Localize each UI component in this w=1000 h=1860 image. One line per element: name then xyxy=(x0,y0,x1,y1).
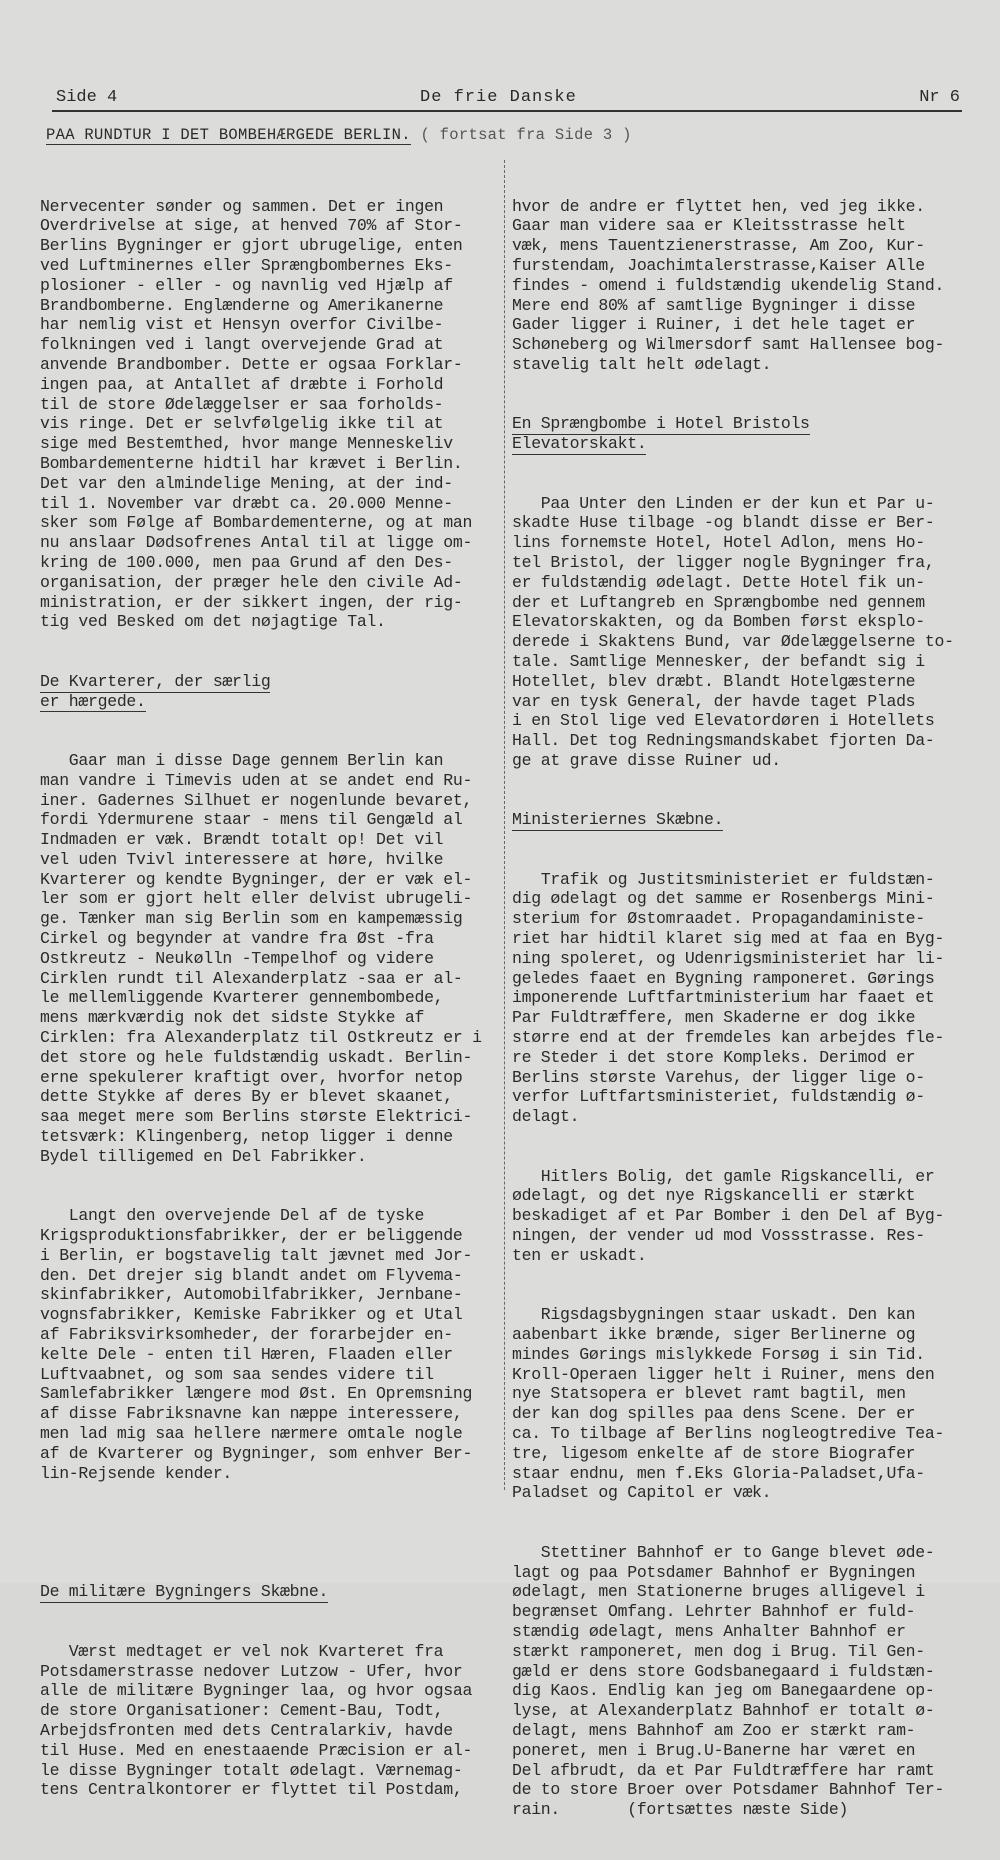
text-line: de to store Broer over Potsdamer Bahnhof Ter- xyxy=(512,1780,945,1800)
text-line: alle de militære Bygninger laa, og hvor ogsaa xyxy=(40,1681,473,1701)
issue-number: Nr 6 xyxy=(919,88,960,107)
text-line: delagt. xyxy=(512,1107,580,1127)
text-line: verfor Luftfartsministeriet, fuldstændig ø- xyxy=(512,1087,925,1107)
text-line: kelte Dele - enten til Hæren, Flaaden eller xyxy=(40,1344,453,1364)
text-line: Indmaden er væk. Brændt totalt op! Det vil xyxy=(40,830,444,850)
text-line: Luftvaabnet, og som saa sendes videre til xyxy=(40,1364,434,1384)
text-line: lagt og paa Potsdamer Bahnhof er Bygningen xyxy=(512,1562,916,1582)
text-line: plosioner - eller - og navnlig ved Hjælp af xyxy=(40,275,453,295)
page-number: Side 4 xyxy=(56,88,118,107)
subheading xyxy=(512,810,982,830)
subheading xyxy=(40,672,502,712)
text-line: sige med Bestemthed, hvor mange Menneskeliv xyxy=(40,434,453,454)
text-line: Værst medtaget er vel nok Kvarteret fra xyxy=(40,1641,444,1661)
article-headline: PAA RUNDTUR I DET BOMBEHÆRGEDE BERLIN. xyxy=(46,126,411,144)
text-line: begrænset Omfang. Lehrter Bahnhof er fuld- xyxy=(512,1602,916,1622)
text-line: poneret, men i Brug.U-Banerne har været en xyxy=(512,1740,916,1760)
right-column xyxy=(512,157,982,1860)
text-line: Cirkel og begynder at vandre fra Øst -fra xyxy=(40,929,434,949)
text-line: Det var den almindelige Mening, at der ind- xyxy=(40,473,453,493)
subheading-line: De Kvarterer, der særlig xyxy=(40,671,271,691)
text-line: Paladset og Capitol er væk. xyxy=(512,1483,772,1503)
paragraph xyxy=(512,1305,982,1503)
text-line: riet har hidtil klaret sig med at faa en Byg- xyxy=(512,929,945,949)
text-line: Gader ligger i Ruiner, i det hele taget er xyxy=(512,315,916,335)
subheading-line: De militære Bygningers Skæbne. xyxy=(40,1582,329,1602)
text-line: Rigsdagsbygningen staar uskadt. Den kan xyxy=(512,1305,916,1325)
text-line: skadte Huse tilbage -og blandt disse er Ber- xyxy=(512,513,935,533)
text-line: skinfabrikker, Automobilfabrikker, Jernbane- xyxy=(40,1285,463,1305)
text-line: Kroll-Operaen ligger helt i Ruiner, mens den xyxy=(512,1364,935,1384)
text-line: le mellemliggende Kvarterer gennembombede, xyxy=(40,988,444,1008)
paragraph xyxy=(512,197,982,375)
text-line: Brandbomberne. Englænderne og Amerikanerne xyxy=(40,295,444,315)
subheading xyxy=(512,414,982,454)
text-line: dig Kaos. Endlig kan jeg om Banegaardene op- xyxy=(512,1681,935,1701)
text-line: de store Organisationer: Cement-Bau, Todt, xyxy=(40,1701,444,1721)
text-line: Trafik og Justitsministeriet er fuldstæn- xyxy=(512,869,935,889)
text-line: lyse, at Alexanderplatz Bahnhof er totalt ø- xyxy=(512,1701,935,1721)
text-line: Hall. Det tog Redningsmandskabet fjorten Da- xyxy=(512,731,935,751)
subheading-line: En Sprængbombe i Hotel Bristols xyxy=(512,414,810,434)
text-line: Bydel tilligemed en Del Fabrikker. xyxy=(40,1146,367,1166)
text-line: det store og hele fuldstændig uskadt. Berlin- xyxy=(40,1047,473,1067)
text-line: Schøneberg og Wilmersdorf samt Hallensee bog- xyxy=(512,335,945,355)
text-line: vis ringe. Det er selvfølgelig ikke til at xyxy=(40,414,444,434)
text-line: Berlins største Varehus, der ligger lige o- xyxy=(512,1067,925,1087)
text-line: ning spoleret, og Udenrigsministeriet har li- xyxy=(512,948,945,968)
text-line: sker som Følge af Bombardementerne, og at man xyxy=(40,513,473,533)
text-line: ten er uskadt. xyxy=(512,1245,647,1265)
text-line: anvende Brandbomber. Dette er ogsaa Forklar- xyxy=(40,354,463,374)
text-line: man vandre i Timevis uden at se andet end Ru- xyxy=(40,770,473,790)
text-line: nu anslaar Dødsofrenes Antal til at ligge om- xyxy=(40,533,473,553)
text-line: til de store Ødelæggelser er saa forholds- xyxy=(40,394,444,414)
text-line: hvor de andre er flyttet hen, ved jeg ikke. xyxy=(512,196,925,216)
text-line: fordi Ydermurene staar - mens til Gengæld al xyxy=(40,810,463,830)
text-line: gæld er dens store Godsbanegaard i fuldstæn- xyxy=(512,1661,935,1681)
subheading-line: er hærgede. xyxy=(40,691,146,711)
text-line: Samlefabrikker længere mod Øst. En Opremsning xyxy=(40,1384,473,1404)
text-line: le disse Bygninger totalt ødelagt. Værnemag- xyxy=(40,1760,463,1780)
text-line: stærkt ramponeret, men dog i Brug. Til Gen- xyxy=(512,1641,925,1661)
text-line: Nervecenter sønder og sammen. Det er ingen xyxy=(40,196,444,216)
text-line: lin-Rejsende kender. xyxy=(40,1463,233,1483)
text-line: tens Centralkontorer er flyttet til Postdam, xyxy=(40,1780,463,1800)
column-divider xyxy=(504,160,505,1490)
text-line: Stettiner Bahnhof er to Gange blevet øde- xyxy=(512,1542,935,1562)
text-line: større end at der fremdeles kan arbejdes fle- xyxy=(512,1028,945,1048)
text-line: Kvarterer og kendte Bygninger, der er væk el- xyxy=(40,869,473,889)
paragraph xyxy=(40,1642,502,1800)
text-line: der et Luftangreb en Sprængbombe ned gennem xyxy=(512,592,925,612)
text-line: af disse Fabriksnavne kan næppe interessere, xyxy=(40,1404,463,1424)
page-header xyxy=(52,86,962,112)
text-line: nye Statsopera er blevet ramt bagtil, men xyxy=(512,1384,906,1404)
text-line: Gaar man i disse Dage gennem Berlin kan xyxy=(40,750,444,770)
text-line: folkningen ved i langt overvejende Grad at xyxy=(40,335,444,355)
text-line: lins fornemste Hotel, Hotel Adlon, mens Ho- xyxy=(512,533,925,553)
text-line: ingen paa, at Antallet af dræbte i Forhold xyxy=(40,374,444,394)
paragraph xyxy=(512,494,982,771)
paragraph xyxy=(512,1167,982,1266)
text-line: furstendam, Joachimtalerstrasse,Kaiser Alle xyxy=(512,255,925,275)
text-line: sterium for Østomraadet. Propagandaministe- xyxy=(512,909,925,929)
text-line: ge. Tænker man sig Berlin som en kampemæssig xyxy=(40,909,463,929)
text-line: dette Stykke af deres By er blevet skaanet, xyxy=(40,1087,453,1107)
text-line: Gaar man videre saa er Kleitsstrasse helt xyxy=(512,216,906,236)
paragraph xyxy=(40,197,502,633)
text-line: beskadiget af et Par Bomber i den Del af Byg- xyxy=(512,1206,945,1226)
subheading-line: Ministeriernes Skæbne. xyxy=(512,810,724,830)
text-line: vognsfabrikker, Kemiske Fabrikker og et Utal xyxy=(40,1305,463,1325)
text-line: af de Kvarterer og Bygninger, som enhver Ber- xyxy=(40,1443,473,1463)
text-line: Potsdamerstrasse nedover Lutzow - Ufer, hvor xyxy=(40,1661,463,1681)
continued-note: ( fortsat fra Side 3 ) xyxy=(420,126,632,144)
text-line: stændig ødelagt, mens Anhalter Bahnhof er xyxy=(512,1621,906,1641)
text-line: af Fabriksvirksomheder, der forarbejder en- xyxy=(40,1325,453,1345)
paper-name: De frie Danske xyxy=(420,88,577,107)
text-line: ca. To tilbage af Berlins nogleogtredive Tea- xyxy=(512,1424,945,1443)
subheading-line: Elevatorskakt. xyxy=(512,434,647,454)
text-line: ge at grave disse Ruiner ud. xyxy=(512,750,781,770)
text-line: Cirklen rundt til Alexanderplatz -saa er al- xyxy=(40,968,463,988)
text-line: Hotellet, blev dræbt. Blandt Hotelgæsterne xyxy=(512,671,916,691)
text-line: Cirklen: fra Alexanderplatz til Ostkreutz er i xyxy=(40,1028,482,1048)
text-line: tig ved Besked om det nøjagtige Tal. xyxy=(40,612,386,632)
text-line: ningen, der vender ud mod Vossstrasse. Res- xyxy=(512,1226,925,1246)
text-line: findes - omend i fuldstændig ukendelig Stand. xyxy=(512,275,945,295)
text-line: Mere end 80% af samtlige Bygninger i disse xyxy=(512,295,916,315)
text-line: delagt, mens Bahnhof am Zoo er stærkt ram- xyxy=(512,1720,916,1740)
article-title xyxy=(46,126,946,144)
text-line: stavelig talt helt ødelagt. xyxy=(512,354,772,374)
text-line: ler som er gjort helt eller delvist ubrugeli- xyxy=(40,889,473,909)
text-line: imponerende Luftfartministerium har faaet et xyxy=(512,988,935,1008)
text-line: Par Fuldtræffere, men Skaderne er dog ikke xyxy=(512,1008,916,1028)
text-line: var en tysk General, der havde taget Plads xyxy=(512,691,916,711)
text-line: tre, ligesom enkelte af de store Biografer xyxy=(512,1443,916,1463)
text-line: staar endnu, men f.Eks Gloria-Paladset,Ufa- xyxy=(512,1463,925,1483)
text-line: Elevatorskakten, og da Bomben først eksplo- xyxy=(512,612,925,632)
text-line: ministration, er der sikkert ingen, der rig- xyxy=(40,592,463,612)
text-line: kring de 100.000, men paa Grund af den Des- xyxy=(40,552,453,572)
text-line: mindes Gørings mislykkede Forsøg i sin Tid. xyxy=(512,1344,925,1364)
text-line: aabenbart ikke brænde, siger Berlinerne og xyxy=(512,1325,916,1345)
text-line: er fuldstændig ødelagt. Dette Hotel fik un- xyxy=(512,572,925,592)
paragraph xyxy=(512,1543,982,1820)
paragraph xyxy=(512,870,982,1127)
text-line: tale. Samtlige Mennesker, der befandt sig i xyxy=(512,651,925,671)
text-line: Bombardementerne hidtil har krævet i Berlin. xyxy=(40,453,463,473)
text-line: den. Det drejer sig blandt andet om Flyvema- xyxy=(40,1265,463,1285)
text-line: tetsværk: Klingenberg, netop ligger i denne xyxy=(40,1127,453,1147)
text-line: Paa Unter den Linden er der kun et Par u- xyxy=(512,493,935,513)
text-line: Berlins Bygninger er gjort ubrugelige, enten xyxy=(40,236,463,256)
text-line: til 1. November var dræbt ca. 20.000 Menne- xyxy=(40,493,453,513)
subheading xyxy=(40,1582,502,1602)
text-line: Krigsproduktionsfabrikker, der er beliggende xyxy=(40,1226,463,1246)
paragraph xyxy=(40,1206,502,1483)
text-line: Ostkreutz - Neukølln -Tempelhof og videre xyxy=(40,948,434,968)
paragraph xyxy=(40,751,502,1167)
text-line: har nemlig vist et Hensyn overfor Civilbe- xyxy=(40,315,444,335)
text-line: mens mærkværdig nok det sidste Stykke af xyxy=(40,1008,425,1028)
text-line: tel Bristol, der ligger nogle Bygninger fra, xyxy=(512,552,935,572)
text-line: erne spekulerer kraftigt over, hvorfor netop xyxy=(40,1067,463,1087)
text-line: vel uden Tvivl interessere at høre, hvilke xyxy=(40,849,444,869)
text-line: Overdrivelse at sige, at henved 70% af Stor- xyxy=(40,216,463,236)
text-line: rain. (fortsættes næste Side) xyxy=(512,1800,849,1820)
text-line: i en Stol lige ved Elevatordøren i Hotellets xyxy=(512,711,935,731)
text-line: der kan dog spilles paa dens Scene. Der er xyxy=(512,1404,916,1424)
text-line: Hitlers Bolig, det gamle Rigskancelli, er xyxy=(512,1166,935,1186)
text-line: Langt den overvejende Del af de tyske xyxy=(40,1206,425,1226)
text-line: i Berlin, er bogstavelig talt jævnet med Jor- xyxy=(40,1245,473,1265)
text-line: organisation, der præger hele den civile Ad- xyxy=(40,572,463,592)
text-line: ødelagt, men Stationerne bruges alligevel i xyxy=(512,1582,925,1602)
text-line: ved Luftminernes eller Sprængbombernes Eks- xyxy=(40,255,453,275)
text-line: Del afbrudt, da et Par Fuldtræffere har ramt xyxy=(512,1760,935,1780)
text-line: væk, mens Tauentzienerstrasse, Am Zoo, Kur- xyxy=(512,236,925,256)
text-line: dig ødelagt og det samme er Rosenbergs Mini- xyxy=(512,889,935,909)
text-line: iner. Gadernes Silhuet er nogenlunde bevaret, xyxy=(40,790,473,810)
text-line: derede i Skaktens Bund, var Ødelæggelserne to- xyxy=(512,632,954,652)
text-line: geledes faaet en Bygning ramponeret. Gørings xyxy=(512,968,935,988)
text-line: ødelagt, og det nye Rigskancelli er stærkt xyxy=(512,1186,916,1206)
left-column xyxy=(40,157,502,1840)
text-line: til Huse. Med en enestaaende Præcision er al- xyxy=(40,1740,473,1760)
text-line: men lad mig saa hellere nærmere omtale nogle xyxy=(40,1424,463,1443)
text-line: saa meget mere som Berlins største Elektrici- xyxy=(40,1107,473,1127)
text-line: re Steder i det store Kompleks. Derimod er xyxy=(512,1047,916,1067)
text-line: Arbejdsfronten med dets Centralarkiv, havde xyxy=(40,1720,453,1740)
